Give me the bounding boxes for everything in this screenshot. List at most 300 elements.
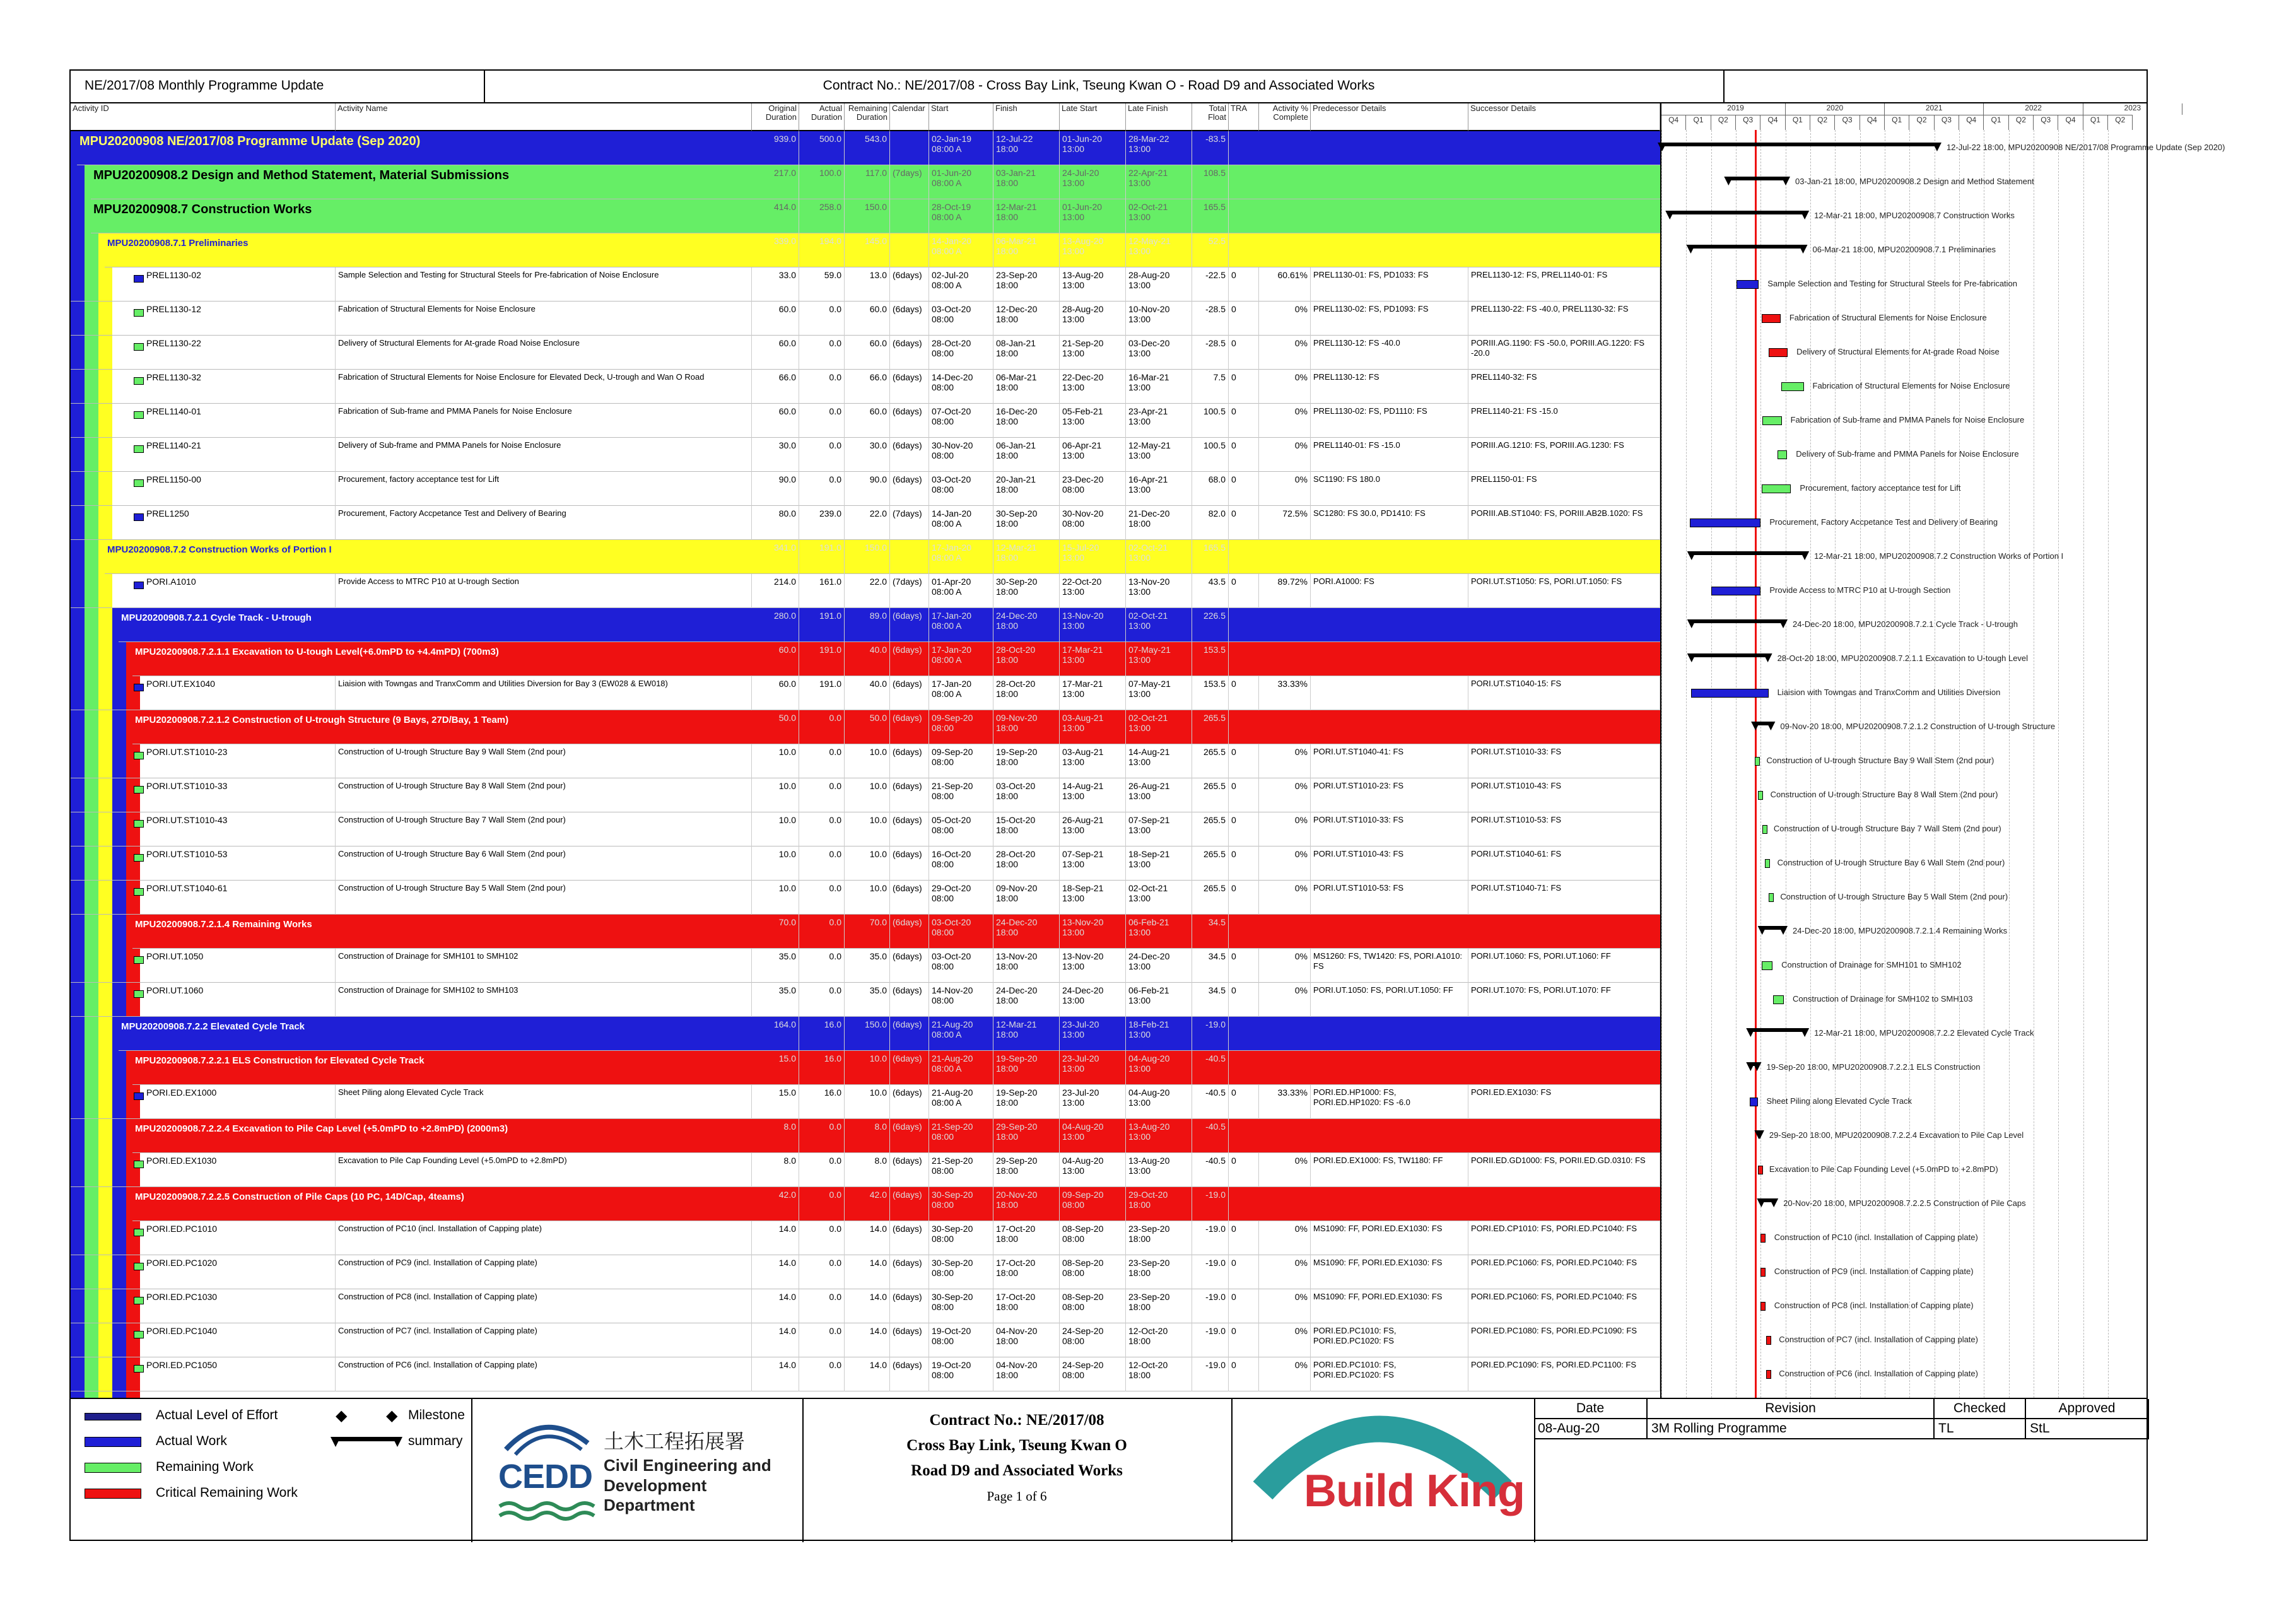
activity-row[interactable] (71, 370, 1660, 404)
activity-row[interactable] (71, 949, 1660, 983)
cell-ad: 0.0 (799, 1357, 845, 1391)
cell-id: PREL1150-00 (71, 472, 336, 506)
cell-pred: PORI.UT.ST1010-23: FS (1311, 778, 1468, 812)
cell-tf: -19.0 (1192, 1323, 1229, 1357)
cell-tra: 0 (1229, 506, 1259, 540)
cell-rd: 60.0 (845, 336, 890, 370)
revision-value: 08-Aug-20 (1534, 1419, 1648, 1439)
cell-pc: 0% (1259, 778, 1311, 812)
wbs-tf: 226.5 (1192, 608, 1229, 642)
activity-bar[interactable] (1773, 995, 1784, 1004)
cell-od: 30.0 (752, 438, 799, 472)
quarter-label: Q2 (1810, 115, 1835, 130)
wbs-f: 24-Dec-20 18:00 (993, 915, 1060, 949)
activity-bar[interactable] (1760, 1302, 1766, 1311)
activity-row[interactable] (71, 1357, 1660, 1391)
bar-label: 24-Dec-20 18:00, MPU20200908.7.2.1 Cycle Track - U-trough (1793, 619, 2018, 629)
activity-icon (134, 1331, 144, 1338)
cell-pred: PREL1130-02: FS, PD1110: FS (1311, 404, 1468, 438)
wbs-ad: 100.0 (799, 165, 845, 199)
cell-succ: PREL1140-32: FS (1468, 370, 1660, 404)
cell-pred: PORI.ED.PC1010: FS, PORI.ED.PC1020: FS (1311, 1357, 1468, 1391)
column-header[interactable]: TRA (1229, 103, 1259, 131)
cell-rd: 66.0 (845, 370, 890, 404)
column-header[interactable]: Late Start (1060, 103, 1126, 131)
activity-bar[interactable] (1762, 314, 1781, 323)
activity-bar[interactable] (1762, 484, 1791, 493)
wbs-cal: (6days) (890, 608, 929, 642)
cell-pc: 0% (1259, 302, 1311, 336)
bar-label: Construction of U-trough Structure Bay 6 Wall Stem (2nd pour) (1777, 858, 2005, 867)
quarter-label: Q4 (1760, 115, 1785, 130)
bar-label: Construction of U-trough Structure Bay 9 Wall Stem (2nd pour) (1766, 756, 1994, 765)
cell-ls: 05-Feb-21 13:00 (1060, 404, 1126, 438)
cell-tf: 153.5 (1192, 676, 1229, 710)
cell-s: 14-Nov-20 08:00 (929, 983, 993, 1017)
cell-id: PORI.UT.1060 (71, 983, 336, 1017)
activity-bar[interactable] (1769, 348, 1788, 357)
wbs-title: MPU20200908.7.2.1.1 Excavation to U-tough Level(+6.0mPD to +4.4mPD) (700m3) (135, 647, 499, 657)
wbs-tf: -40.5 (1192, 1119, 1229, 1153)
column-header[interactable]: Late Finish (1126, 103, 1192, 131)
bar-label: Construction of U-trough Structure Bay 7 Wall Stem (2nd pour) (1773, 824, 2001, 833)
cell-lf: 14-Aug-21 13:00 (1126, 744, 1192, 778)
cell-f: 12-Dec-20 18:00 (993, 302, 1060, 336)
bar-label: 19-Sep-20 18:00, MPU20200908.7.2.2.1 ELS Construction (1766, 1062, 1981, 1072)
cell-cal: (6days) (890, 267, 929, 302)
cell-succ: PORI.UT.1060: FS, PORI.UT.1060: FF (1468, 949, 1660, 983)
cell-pred: MS1260: FS, TW1420: FS, PORI.A1010: FS (1311, 949, 1468, 983)
activity-row[interactable] (71, 438, 1660, 472)
wbs-lf: 02-Oct-21 13:00 (1126, 608, 1192, 642)
cell-f: 06-Mar-21 18:00 (993, 370, 1060, 404)
cell-s: 05-Oct-20 08:00 (929, 812, 993, 846)
bar-label: 06-Mar-21 18:00, MPU20200908.7.1 Preliminaries (1812, 245, 1996, 254)
cell-rd: 10.0 (845, 778, 890, 812)
cell-cal: (6days) (890, 846, 929, 881)
cell-name: Fabrication of Sub-frame and PMMA Panels for Noise Enclosure (336, 404, 752, 438)
column-header[interactable]: Total Float (1192, 103, 1229, 131)
activity-bar[interactable] (1760, 1268, 1766, 1277)
cell-s: 29-Oct-20 08:00 (929, 881, 993, 915)
cell-id: PORI.ED.PC1030 (71, 1289, 336, 1323)
wbs-title: MPU20200908.7 Construction Works (93, 202, 312, 216)
cell-name: Construction of PC9 (incl. Installation of Capping plate) (336, 1255, 752, 1289)
wbs-s: 28-Oct-19 08:00 A (929, 199, 993, 233)
cell-rd: 22.0 (845, 506, 890, 540)
wbs-od: 341.0 (752, 540, 799, 574)
activity-row[interactable] (71, 744, 1660, 778)
wbs-ls: 13-Aug-20 13:00 (1060, 233, 1126, 267)
revision-value: TL (1935, 1419, 2026, 1439)
bar-label: 12-Jul-22 18:00, MPU20200908 NE/2017/08 Programme Update (Sep 2020) (1946, 143, 2225, 152)
wbs-rd: 70.0 (845, 915, 890, 949)
wbs-row[interactable] (132, 642, 1660, 676)
buildking-text: Build King (1304, 1466, 1525, 1516)
cell-ls: 24-Sep-20 08:00 (1060, 1357, 1126, 1391)
cell-lf: 24-Dec-20 13:00 (1126, 949, 1192, 983)
cell-pc: 89.72% (1259, 574, 1311, 608)
cell-pred: SC1190: FS 180.0 (1311, 472, 1468, 506)
wbs-ls: 13-Nov-20 13:00 (1060, 915, 1126, 949)
cell-ls: 21-Sep-20 13:00 (1060, 336, 1126, 370)
activity-row[interactable] (71, 574, 1660, 608)
activity-icon (134, 343, 144, 351)
cell-f: 16-Dec-20 18:00 (993, 404, 1060, 438)
activity-row[interactable] (71, 846, 1660, 881)
cell-ad: 0.0 (799, 404, 845, 438)
cell-ls: 08-Sep-20 08:00 (1060, 1221, 1126, 1255)
cell-cal: (6days) (890, 881, 929, 915)
wbs-title: MPU20200908.7.2.1 Cycle Track - U-trough (121, 612, 312, 623)
column-header[interactable]: Start (929, 103, 993, 131)
cell-ls: 28-Aug-20 13:00 (1060, 302, 1126, 336)
wbs-rd: 117.0 (845, 165, 890, 199)
cell-succ: PORI.UT.ST1050: FS, PORI.UT.1050: FS (1468, 574, 1660, 608)
cell-tra: 0 (1229, 1289, 1259, 1323)
wbs-cal (890, 233, 929, 267)
cell-succ: PORI.UT.ST1040-61: FS (1468, 846, 1660, 881)
wbs-rd: 89.0 (845, 608, 890, 642)
cell-ad: 0.0 (799, 846, 845, 881)
activity-bar[interactable] (1758, 1166, 1763, 1174)
wbs-s: 30-Sep-20 08:00 (929, 1187, 993, 1221)
cell-name: Sample Selection and Testing for Structural Steels for Pre-fabrication of Noise Enclosure (336, 267, 752, 302)
cell-pred: PORI.UT.ST1010-43: FS (1311, 846, 1468, 881)
column-header[interactable]: Calendar (890, 103, 929, 131)
column-header[interactable]: Original Duration (752, 103, 799, 131)
cell-cal: (6days) (890, 472, 929, 506)
activity-row[interactable] (71, 676, 1660, 710)
activity-row[interactable] (71, 404, 1660, 438)
wbs-cal (890, 540, 929, 574)
cell-od: 66.0 (752, 370, 799, 404)
cell-lf: 23-Sep-20 18:00 (1126, 1289, 1192, 1323)
activity-row[interactable] (71, 302, 1660, 336)
bar-label: Fabrication of Structural Elements for Noise Enclosure (1789, 313, 1987, 322)
cell-name: Procurement, factory acceptance test for Lift (336, 472, 752, 506)
cell-name: Construction of U-trough Structure Bay 5 Wall Stem (2nd pour) (336, 881, 752, 915)
activity-row[interactable] (71, 336, 1660, 370)
revision-header: Revision (1648, 1399, 1935, 1419)
activity-bar[interactable] (1758, 791, 1763, 800)
wbs-ad: 191.0 (799, 608, 845, 642)
quarter-label: Q2 (1909, 115, 1934, 130)
activity-row[interactable] (71, 983, 1660, 1017)
wbs-row[interactable] (91, 165, 1660, 199)
wbs-f: 12-Mar-21 18:00 (993, 540, 1060, 574)
wbs-od: 414.0 (752, 199, 799, 233)
column-header[interactable]: Activity Name (336, 103, 752, 131)
column-header[interactable]: Activity % Complete (1259, 103, 1311, 131)
cedd-line2: Development Department (604, 1476, 707, 1514)
activity-bar[interactable] (1690, 518, 1760, 527)
activity-bar[interactable] (1762, 825, 1767, 834)
wbs-tf: 165.5 (1192, 540, 1229, 574)
cell-cal: (6days) (890, 336, 929, 370)
wbs-f: 09-Nov-20 18:00 (993, 710, 1060, 744)
activity-bar[interactable] (1691, 689, 1769, 698)
activity-bar[interactable] (1737, 280, 1759, 289)
activity-icon (134, 820, 144, 828)
cell-pred: PORI.UT.ST1010-33: FS (1311, 812, 1468, 846)
cell-ad: 16.0 (799, 1085, 845, 1119)
activity-bar[interactable] (1769, 893, 1774, 902)
cell-rd: 35.0 (845, 949, 890, 983)
bar-label: Construction of PC7 (incl. Installation of Capping plate) (1779, 1335, 1978, 1344)
wbs-ad: 194.0 (799, 233, 845, 267)
column-header[interactable]: Predecessor Details (1311, 103, 1468, 131)
bar-label: Sample Selection and Testing for Structural Steels for Pre-fabrication (1767, 279, 2018, 288)
wbs-cal: (6days) (890, 1017, 929, 1051)
cell-od: 10.0 (752, 881, 799, 915)
wbs-ad: 0.0 (799, 915, 845, 949)
cell-succ: PORI.ED.PC1060: FS, PORI.ED.PC1040: FS (1468, 1255, 1660, 1289)
wbs-cal (890, 199, 929, 233)
wbs-row[interactable] (132, 1187, 1660, 1221)
wbs-od: 70.0 (752, 915, 799, 949)
wbs-ad: 191.0 (799, 540, 845, 574)
cell-od: 60.0 (752, 336, 799, 370)
cell-s: 30-Sep-20 08:00 (929, 1289, 993, 1323)
legend-critical: Critical Remaining Work (156, 1485, 298, 1500)
wbs-rd: 40.0 (845, 642, 890, 676)
cell-succ: PREL1150-01: FS (1468, 472, 1660, 506)
column-header[interactable]: Actual Duration (799, 103, 845, 131)
activity-icon (134, 990, 144, 998)
cell-s: 21-Sep-20 08:00 (929, 1153, 993, 1187)
activity-bar[interactable] (1766, 1370, 1771, 1379)
activity-row[interactable] (71, 1323, 1660, 1357)
cell-pc: 0% (1259, 846, 1311, 881)
activity-row[interactable] (71, 506, 1660, 540)
cell-od: 14.0 (752, 1323, 799, 1357)
activity-row[interactable] (71, 1153, 1660, 1187)
cell-tf: -19.0 (1192, 1221, 1229, 1255)
cell-name: Construction of Drainage for SMH101 to SMH102 (336, 949, 752, 983)
activity-row[interactable] (71, 1255, 1660, 1289)
cell-f: 13-Nov-20 18:00 (993, 949, 1060, 983)
legend-remaining: Remaining Work (156, 1460, 254, 1474)
wbs-tf: 165.5 (1192, 199, 1229, 233)
activity-row[interactable] (71, 267, 1660, 302)
column-header[interactable]: Remaining Duration (845, 103, 890, 131)
cell-pred: MS1090: FF, PORI.ED.EX1030: FS (1311, 1255, 1468, 1289)
activity-row[interactable] (71, 1221, 1660, 1255)
cell-pc: 72.5% (1259, 506, 1311, 540)
cell-f: 28-Oct-20 18:00 (993, 846, 1060, 881)
activity-bar[interactable] (1762, 961, 1772, 970)
cell-name: Fabrication of Structural Elements for Noise Enclosure for Elevated Deck, U-trough and Wan O Road (336, 370, 752, 404)
cell-pc: 0% (1259, 370, 1311, 404)
wbs-row[interactable] (132, 1119, 1660, 1153)
activity-bar[interactable] (1766, 1336, 1771, 1345)
cell-s: 17-Jan-20 08:00 A (929, 676, 993, 710)
legend-swatch-critical (85, 1489, 141, 1499)
wbs-lf: 18-Feb-21 13:00 (1126, 1017, 1192, 1051)
cell-s: 03-Oct-20 08:00 (929, 302, 993, 336)
activity-bar[interactable] (1755, 757, 1760, 766)
wbs-ls: 15-Jul-20 13:00 (1060, 540, 1126, 574)
activity-icon (134, 1161, 144, 1168)
wbs-lf: 02-Oct-21 13:00 (1126, 540, 1192, 574)
cell-lf: 10-Nov-20 13:00 (1126, 302, 1192, 336)
cell-tf: 34.5 (1192, 949, 1229, 983)
cell-s: 03-Oct-20 08:00 (929, 472, 993, 506)
cell-tra: 0 (1229, 778, 1259, 812)
activity-bar[interactable] (1750, 1098, 1757, 1106)
cell-pred: PORI.UT.1050: FS, PORI.UT.1050: FF (1311, 983, 1468, 1017)
cell-succ: PORII.ED.GD1000: FS, PORII.ED.GD.0310: FS (1468, 1153, 1660, 1187)
wbs-row[interactable] (132, 915, 1660, 949)
wbs-ls: 17-Mar-21 13:00 (1060, 642, 1126, 676)
cell-lf: 23-Sep-20 18:00 (1126, 1221, 1192, 1255)
cell-cal: (7days) (890, 506, 929, 540)
cell-tra: 0 (1229, 1357, 1259, 1391)
wbs-title: MPU20200908.7.2 Construction Works of Portion I (107, 544, 332, 555)
wbs-row[interactable] (119, 608, 1660, 642)
cell-f: 09-Nov-20 18:00 (993, 881, 1060, 915)
wbs-row[interactable] (132, 710, 1660, 744)
cell-tra: 0 (1229, 1085, 1259, 1119)
wbs-lf: 06-Feb-21 13:00 (1126, 915, 1192, 949)
wbs-rd: 150.0 (845, 1017, 890, 1051)
cell-s: 30-Sep-20 08:00 (929, 1255, 993, 1289)
cell-id: PORI.UT.ST1040-61 (71, 881, 336, 915)
cell-lf: 06-Feb-21 13:00 (1126, 983, 1192, 1017)
wbs-row[interactable] (105, 233, 1660, 267)
wbs-row[interactable] (91, 199, 1660, 233)
cell-rd: 10.0 (845, 812, 890, 846)
activity-row[interactable] (71, 1085, 1660, 1119)
page-frame (69, 69, 2225, 1541)
wbs-row[interactable] (77, 131, 1660, 165)
cell-id: PORI.ED.PC1050 (71, 1357, 336, 1391)
contract-works: Road D9 and Associated Works (911, 1462, 1123, 1479)
cell-cal: (6days) (890, 1085, 929, 1119)
cell-ad: 0.0 (799, 744, 845, 778)
cell-lf: 12-Oct-20 18:00 (1126, 1323, 1192, 1357)
cell-pred: MS1090: FF, PORI.ED.EX1030: FS (1311, 1289, 1468, 1323)
wbs-ad: 16.0 (799, 1017, 845, 1051)
activity-bar[interactable] (1781, 382, 1804, 391)
activity-bar[interactable] (1765, 859, 1770, 868)
revision-header: Checked (1935, 1399, 2026, 1419)
activity-icon (134, 684, 144, 691)
activity-row[interactable] (71, 881, 1660, 915)
activity-icon (134, 309, 144, 317)
contract-box (802, 1399, 1231, 1542)
wbs-f: 20-Nov-20 18:00 (993, 1187, 1060, 1221)
cell-tf: -40.5 (1192, 1153, 1229, 1187)
cell-f: 17-Oct-20 18:00 (993, 1221, 1060, 1255)
activity-bar[interactable] (1778, 450, 1788, 459)
quarter-label: Q1 (1686, 115, 1711, 130)
wbs-f: 19-Sep-20 18:00 (993, 1051, 1060, 1085)
cell-rd: 8.0 (845, 1153, 890, 1187)
cell-s: 07-Oct-20 08:00 (929, 404, 993, 438)
cell-cal: (6days) (890, 1289, 929, 1323)
programme-title: NE/2017/08 Monthly Programme Update (85, 78, 324, 93)
wbs-tf: -83.5 (1192, 131, 1229, 165)
cell-od: 60.0 (752, 302, 799, 336)
cell-ad: 191.0 (799, 676, 845, 710)
wbs-tf: 34.5 (1192, 915, 1229, 949)
activity-row[interactable] (71, 778, 1660, 812)
activity-bar[interactable] (1760, 1234, 1766, 1243)
cell-od: 60.0 (752, 404, 799, 438)
cell-ls: 08-Sep-20 08:00 (1060, 1289, 1126, 1323)
cell-pred (1311, 676, 1468, 710)
cell-ls: 18-Sep-21 13:00 (1060, 881, 1126, 915)
column-header[interactable]: Activity ID (71, 103, 336, 131)
cell-tra: 0 (1229, 1153, 1259, 1187)
cell-succ: PREL1140-21: FS -15.0 (1468, 404, 1660, 438)
cell-tf: 265.5 (1192, 744, 1229, 778)
wbs-title: MPU20200908.7.2.1.4 Remaining Works (135, 919, 312, 930)
cell-pc: 0% (1259, 472, 1311, 506)
wbs-s: 02-Jan-19 08:00 A (929, 131, 993, 165)
cell-pred: PREL1130-12: FS -40.0 (1311, 336, 1468, 370)
activity-bar[interactable] (1711, 587, 1760, 595)
wbs-rd: 150.0 (845, 540, 890, 574)
activity-row[interactable] (71, 472, 1660, 506)
wbs-row[interactable] (132, 1051, 1660, 1085)
cell-pred: MS1090: FF, PORI.ED.EX1030: FS (1311, 1221, 1468, 1255)
activity-bar[interactable] (1762, 416, 1781, 425)
cell-name: Construction of U-trough Structure Bay 9 Wall Stem (2nd pour) (336, 744, 752, 778)
cell-lf: 03-Dec-20 13:00 (1126, 336, 1192, 370)
cell-ad: 0.0 (799, 812, 845, 846)
cell-lf: 18-Sep-21 13:00 (1126, 846, 1192, 881)
cell-f: 04-Nov-20 18:00 (993, 1323, 1060, 1357)
wbs-od: 15.0 (752, 1051, 799, 1085)
cell-name: Procurement, Factory Accpetance Test and Delivery of Bearing (336, 506, 752, 540)
wbs-f: 12-Mar-21 18:00 (993, 1017, 1060, 1051)
quarter-label: Q2 (2108, 115, 2133, 130)
cell-rd: 14.0 (845, 1323, 890, 1357)
wbs-rd: 145.0 (845, 233, 890, 267)
cell-ls: 26-Aug-21 13:00 (1060, 812, 1126, 846)
cell-pred: PORI.ED.EX1000: FS, TW1180: FF (1311, 1153, 1468, 1187)
cell-f: 03-Oct-20 18:00 (993, 778, 1060, 812)
cell-tra: 0 (1229, 1255, 1259, 1289)
cell-tf: -19.0 (1192, 1255, 1229, 1289)
quarter-label: Q4 (2058, 115, 2083, 130)
wbs-tf: -19.0 (1192, 1017, 1229, 1051)
activity-row[interactable] (71, 1289, 1660, 1323)
activity-icon (134, 1365, 144, 1373)
cell-pred: PREL1130-02: FS, PD1093: FS (1311, 302, 1468, 336)
wbs-row[interactable] (105, 540, 1660, 574)
column-header[interactable]: Successor Details (1468, 103, 1660, 131)
bar-label: Procurement, Factory Accpetance Test and Delivery of Bearing (1769, 517, 1998, 527)
wbs-row[interactable] (119, 1017, 1660, 1051)
cell-name: Construction of Drainage for SMH102 to SMH103 (336, 983, 752, 1017)
column-header[interactable]: Finish (993, 103, 1060, 131)
cell-f: 17-Oct-20 18:00 (993, 1289, 1060, 1323)
activity-icon (134, 275, 144, 283)
activity-table (71, 103, 1660, 1398)
activity-row[interactable] (71, 812, 1660, 846)
cell-name: Sheet Piling along Elevated Cycle Track (336, 1085, 752, 1119)
cell-tf: 43.5 (1192, 574, 1229, 608)
bar-label: Delivery of Structural Elements for At-grade Road Noise (1796, 347, 2000, 356)
wbs-od: 42.0 (752, 1187, 799, 1221)
cell-rd: 14.0 (845, 1357, 890, 1391)
cell-pc: 0% (1259, 438, 1311, 472)
cell-name: Construction of PC7 (incl. Installation of Capping plate) (336, 1323, 752, 1357)
